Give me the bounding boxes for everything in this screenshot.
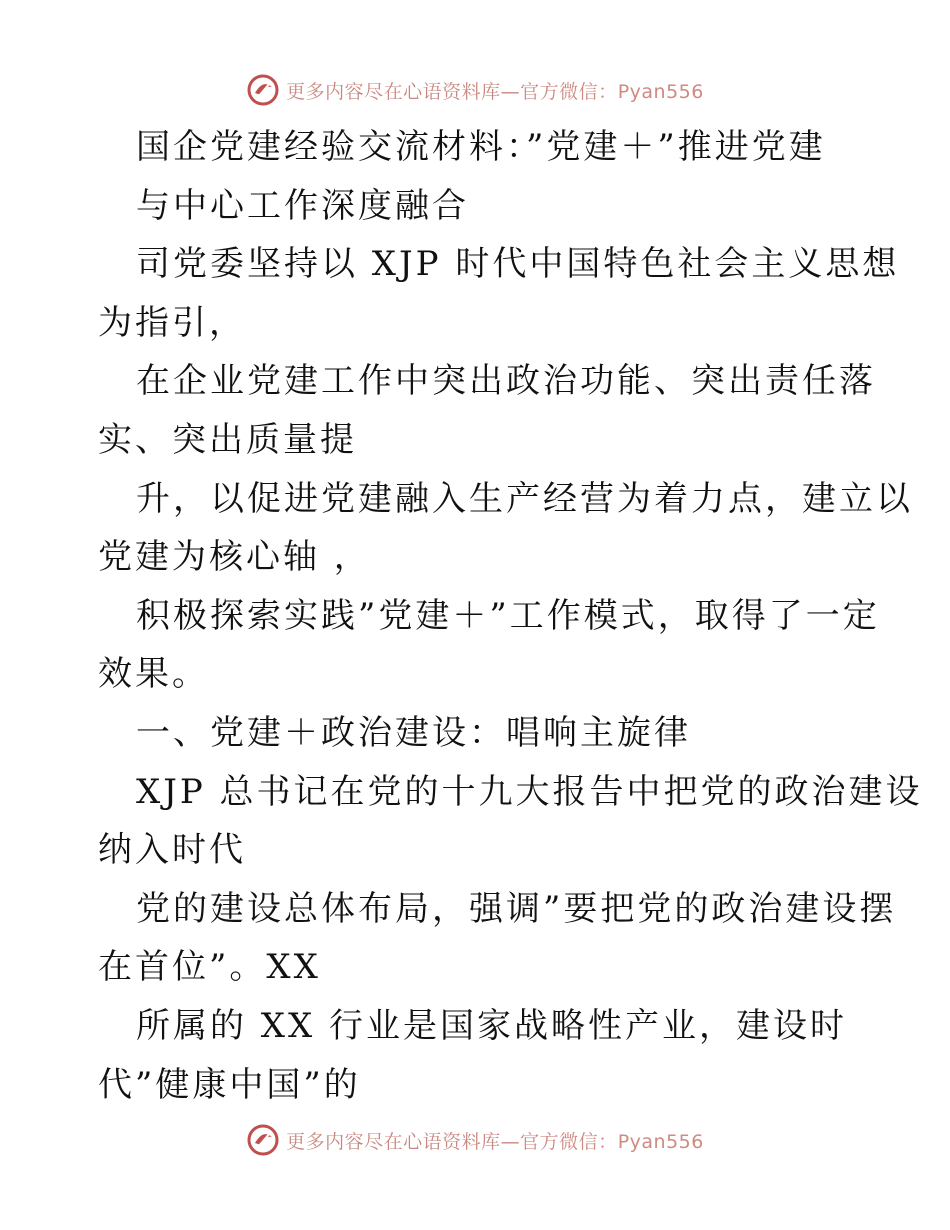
watermark-official-label: 官方微信： bbox=[520, 80, 618, 103]
watermark-text bbox=[286, 1127, 704, 1154]
text-line: 与中心工作深度融合 bbox=[136, 185, 469, 226]
swirl-logo-icon bbox=[246, 73, 280, 107]
footer-watermark-banner bbox=[0, 1120, 950, 1160]
text-line: 效果。 bbox=[98, 654, 209, 695]
text-line: 国企党建经验交流材料：”党建＋”推进党建 bbox=[136, 127, 826, 167]
text-line: 党建为核心轴 ， bbox=[98, 537, 371, 578]
header-watermark-banner bbox=[0, 70, 950, 110]
text-line: 在首位”。XX bbox=[98, 947, 321, 988]
text-line: 升，以促进党建融入生产经营为着力点，建立以 bbox=[136, 478, 913, 519]
text-line: 积极探索实践”党建＋”工作模式，取得了一定 bbox=[136, 595, 880, 636]
watermark-official-label: 官方微信： bbox=[520, 1130, 618, 1153]
text-line: 党的建设总体布局，强调”要把党的政治建设摆 bbox=[136, 888, 897, 929]
text-line: XJP 总书记在党的十九大报告中把党的政治建设 bbox=[136, 771, 923, 812]
document-body bbox=[98, 118, 923, 1114]
text-line: 纳入时代 bbox=[98, 830, 246, 871]
watermark-dash: — bbox=[500, 80, 521, 103]
text-line: 为指引， bbox=[98, 302, 246, 343]
section-heading: 一、党建＋政治建设：唱响主旋律 bbox=[136, 712, 691, 753]
watermark-wechat-id: Pyan556 bbox=[617, 1130, 704, 1153]
watermark-text bbox=[286, 77, 704, 104]
watermark-wechat-id: Pyan556 bbox=[617, 80, 704, 103]
watermark-main-text: 更多内容尽在心语资料库 bbox=[286, 80, 501, 103]
text-line: 实、突出质量提 bbox=[98, 419, 357, 460]
watermark-dash: — bbox=[500, 1130, 521, 1153]
watermark-main-text: 更多内容尽在心语资料库 bbox=[286, 1130, 501, 1153]
text-line: 所属的 XX 行业是国家战略性产业，建设时 bbox=[136, 1005, 848, 1046]
text-line: 代”健康中国”的 bbox=[98, 1064, 361, 1105]
text-line: 司党委坚持以 XJP 时代中国特色社会主义思想 bbox=[136, 244, 900, 285]
text-line: 在企业党建工作中突出政治功能、突出责任落 bbox=[136, 361, 876, 402]
swirl-logo-icon bbox=[246, 1123, 280, 1157]
